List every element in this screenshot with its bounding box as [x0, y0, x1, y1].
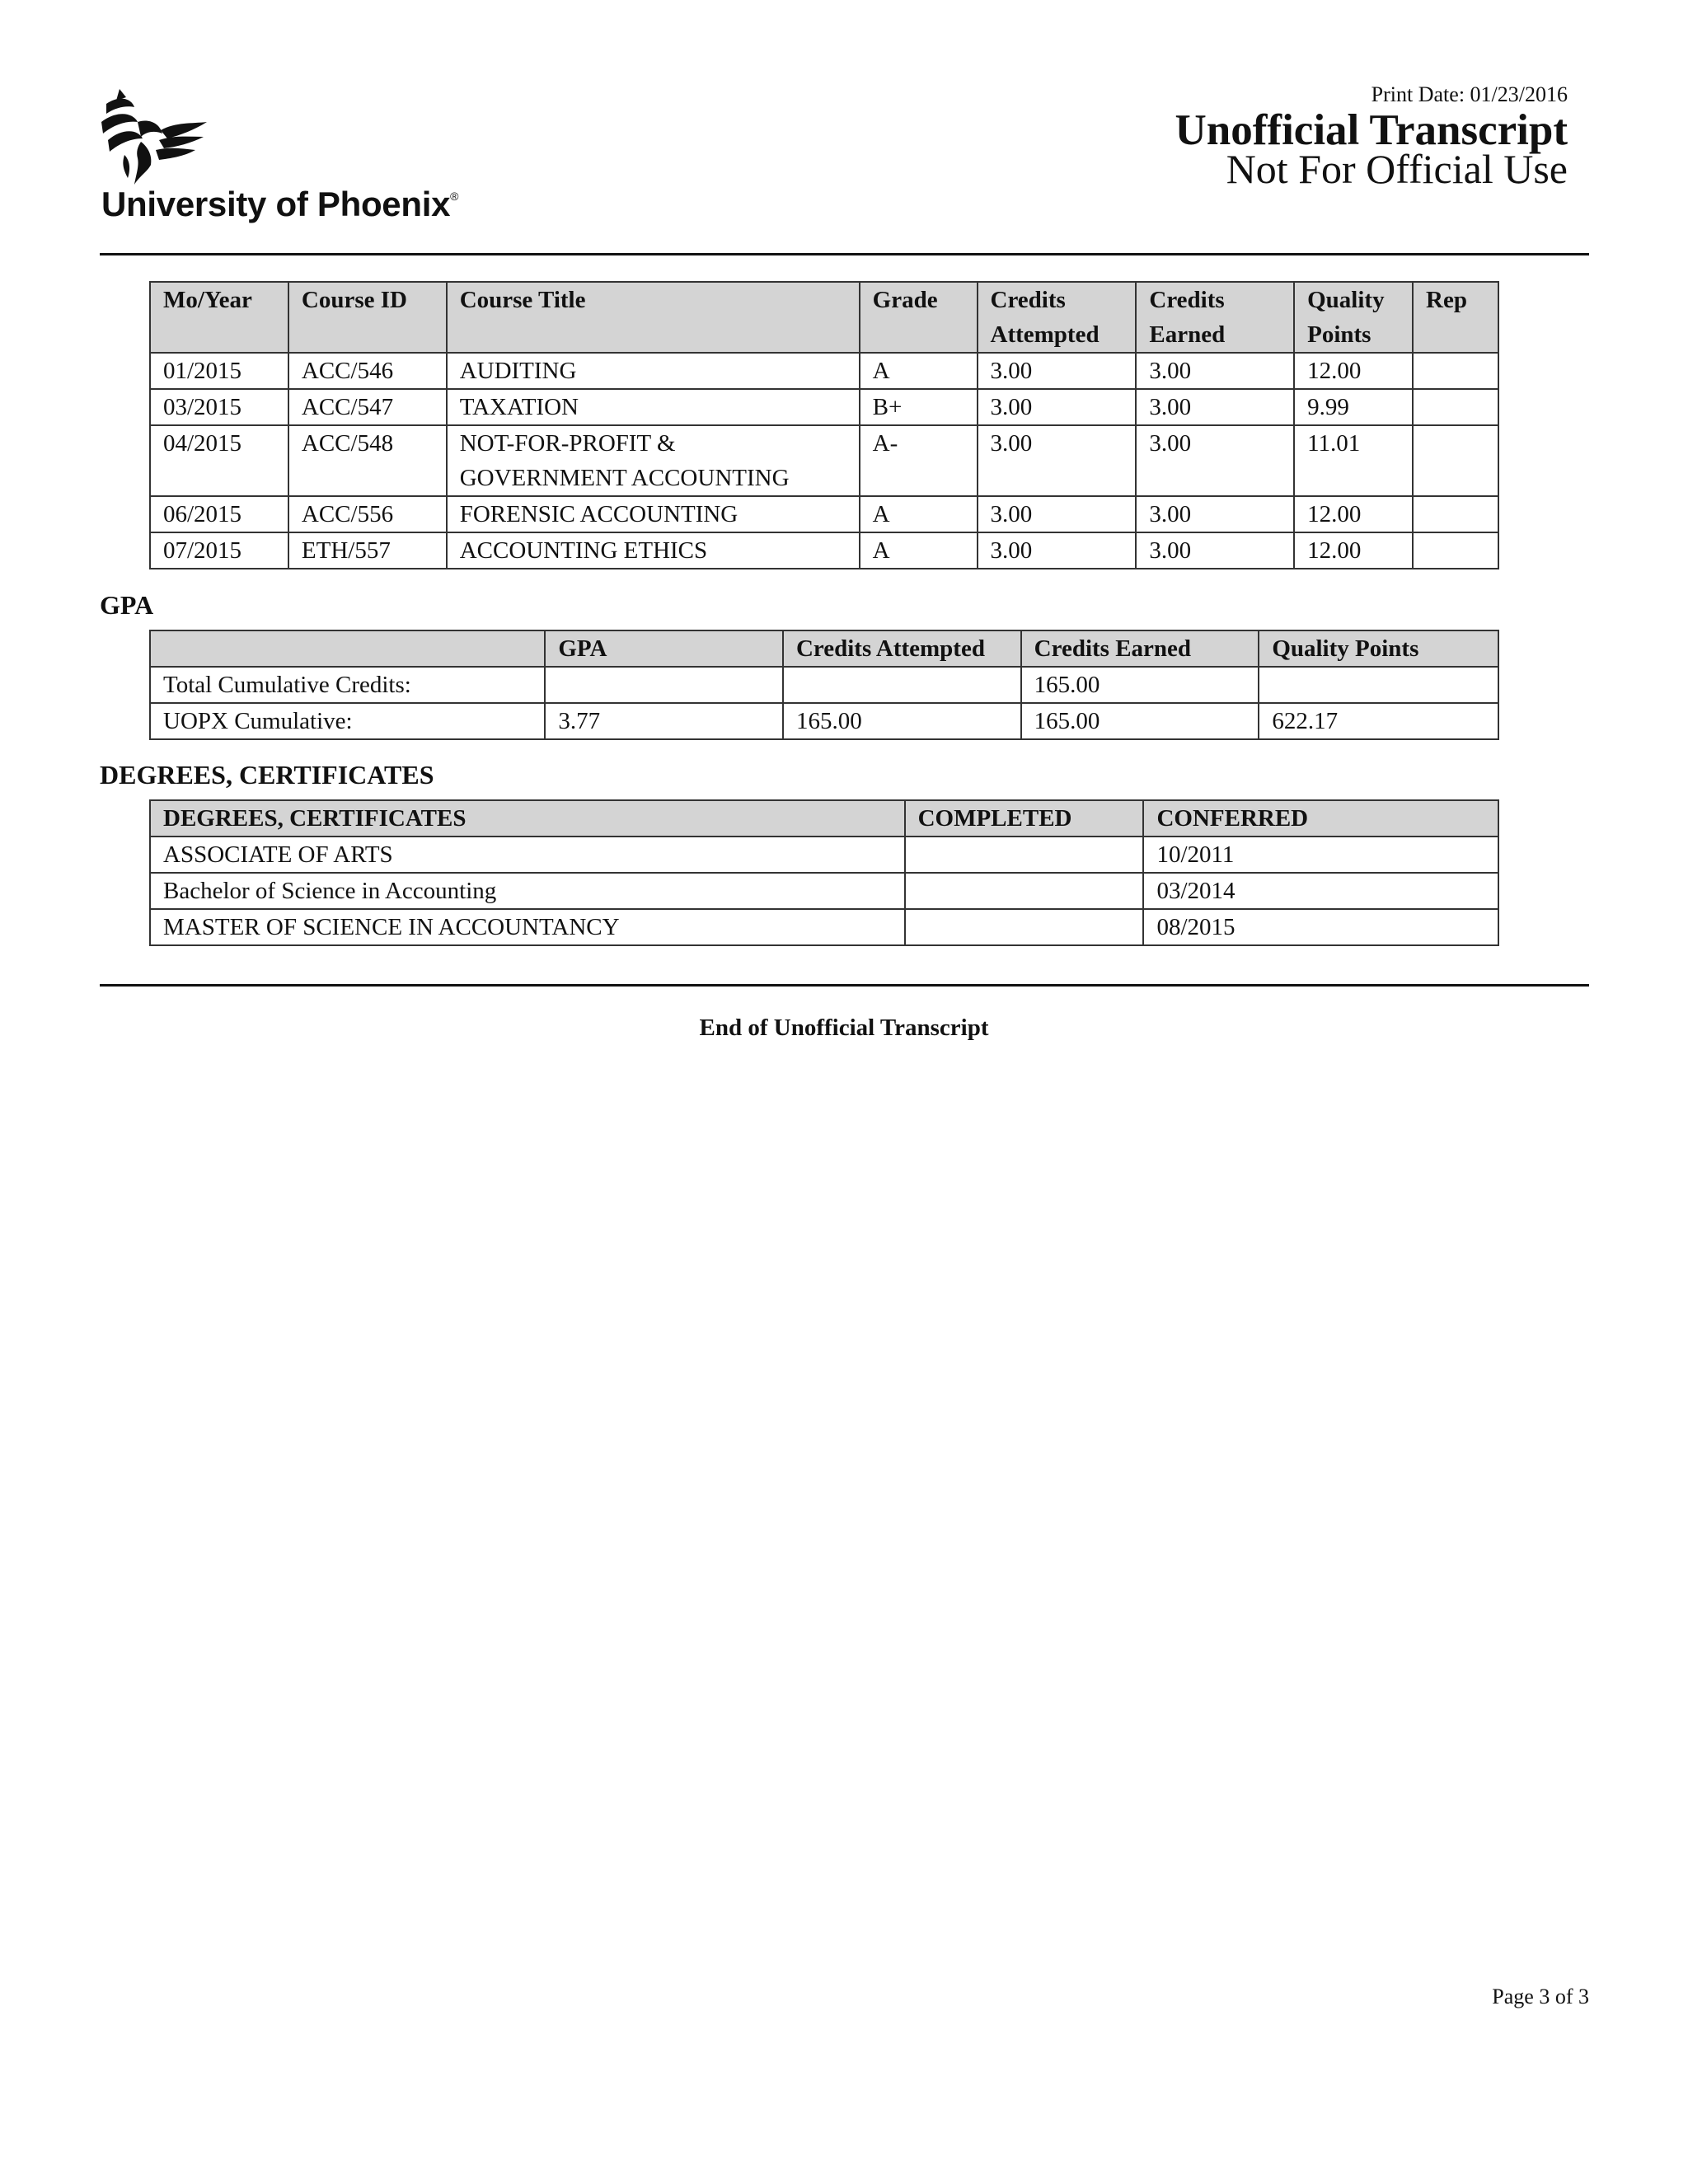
table-cell: ASSOCIATE OF ARTS: [150, 837, 905, 873]
table-cell: A: [860, 353, 978, 389]
end-of-transcript-note: End of Unofficial Transcript: [699, 1015, 989, 1041]
table-cell: 3.00: [1136, 353, 1294, 389]
column-header: Credits Attempted: [978, 282, 1137, 353]
table-cell: 165.00: [783, 703, 1021, 739]
table-row: [150, 703, 1498, 739]
table-cell: [905, 837, 1144, 873]
table-cell: 3.77: [545, 703, 783, 739]
table-cell: [905, 909, 1144, 945]
table-cell: 165.00: [1021, 703, 1259, 739]
table-cell: [1259, 667, 1498, 703]
table-cell: 3.00: [978, 353, 1137, 389]
institution-name: University of Phoenix®: [101, 185, 459, 223]
table-cell: [905, 873, 1144, 909]
phoenix-bird-icon: [101, 89, 207, 186]
column-header: Course ID: [288, 282, 447, 353]
table-cell: 08/2015: [1143, 909, 1498, 945]
table-cell: [1413, 496, 1498, 532]
column-header: Quality Points: [1259, 630, 1498, 667]
table-cell: 3.00: [1136, 496, 1294, 532]
column-header: Mo/Year: [150, 282, 288, 353]
table-cell: ACC/546: [288, 353, 447, 389]
column-header: GPA: [545, 630, 783, 667]
table-cell: ACC/547: [288, 389, 447, 425]
table-row: [150, 496, 1498, 532]
table-cell: 3.00: [1136, 532, 1294, 569]
table-cell: 165.00: [1021, 667, 1259, 703]
table-cell: UOPX Cumulative:: [150, 703, 545, 739]
table-cell: 12.00: [1294, 353, 1413, 389]
table-cell: 03/2014: [1143, 873, 1498, 909]
table-header-row: [150, 800, 1498, 837]
table-cell: 03/2015: [150, 389, 288, 425]
table-cell: B+: [860, 389, 978, 425]
table-cell: [545, 667, 783, 703]
column-header: CONFERRED: [1143, 800, 1498, 837]
column-header: Credits Attempted: [783, 630, 1021, 667]
table-cell: 11.01: [1294, 425, 1413, 496]
column-header: Grade: [860, 282, 978, 353]
column-header: Course Title: [447, 282, 860, 353]
table-row: [150, 532, 1498, 569]
table-cell: 9.99: [1294, 389, 1413, 425]
table-cell: [1413, 389, 1498, 425]
university-logo: [101, 89, 497, 229]
table-cell: A-: [860, 425, 978, 496]
table-cell: Total Cumulative Credits:: [150, 667, 545, 703]
table-row: [150, 353, 1498, 389]
table-cell: 3.00: [1136, 425, 1294, 496]
table-cell: NOT-FOR-PROFIT & GOVERNMENT ACCOUNTING: [447, 425, 860, 496]
table-cell: [783, 667, 1021, 703]
table-row: [150, 873, 1498, 909]
page-number: Page 3 of 3: [1492, 1985, 1589, 2008]
table-cell: 12.00: [1294, 496, 1413, 532]
column-header: Rep: [1413, 282, 1498, 353]
table-cell: 12.00: [1294, 532, 1413, 569]
header-divider: [100, 253, 1589, 255]
table-cell: FORENSIC ACCOUNTING: [447, 496, 860, 532]
table-cell: AUDITING: [447, 353, 860, 389]
column-header: DEGREES, CERTIFICATES: [150, 800, 905, 837]
document-title: Unofficial Transcript: [1175, 106, 1568, 154]
footer-divider: [100, 984, 1589, 987]
courses-table: [149, 281, 1499, 569]
table-cell: 10/2011: [1143, 837, 1498, 873]
document-subtitle: Not For Official Use: [1226, 146, 1568, 192]
column-header: COMPLETED: [905, 800, 1144, 837]
table-cell: Bachelor of Science in Accounting: [150, 873, 905, 909]
gpa-section-title: GPA: [100, 590, 154, 620]
table-row: [150, 667, 1498, 703]
table-cell: 3.00: [978, 389, 1137, 425]
column-header: Credits Earned: [1021, 630, 1259, 667]
table-cell: 07/2015: [150, 532, 288, 569]
table-row: [150, 389, 1498, 425]
table-cell: ACCOUNTING ETHICS: [447, 532, 860, 569]
degrees-section-title: DEGREES, CERTIFICATES: [100, 760, 434, 790]
column-header: Credits Earned: [1136, 282, 1294, 353]
table-header-row: [150, 630, 1498, 667]
column-header: Quality Points: [1294, 282, 1413, 353]
table-cell: 04/2015: [150, 425, 288, 496]
column-header: [150, 630, 545, 667]
table-cell: A: [860, 496, 978, 532]
table-cell: 622.17: [1259, 703, 1498, 739]
table-cell: 01/2015: [150, 353, 288, 389]
table-cell: ACC/556: [288, 496, 447, 532]
degrees-table: [149, 799, 1499, 946]
table-cell: [1413, 353, 1498, 389]
gpa-table: [149, 630, 1499, 740]
table-cell: ETH/557: [288, 532, 447, 569]
table-cell: 3.00: [978, 425, 1137, 496]
table-cell: TAXATION: [447, 389, 860, 425]
table-cell: 3.00: [978, 532, 1137, 569]
table-cell: A: [860, 532, 978, 569]
table-cell: MASTER OF SCIENCE IN ACCOUNTANCY: [150, 909, 905, 945]
table-row: [150, 909, 1498, 945]
table-cell: [1413, 532, 1498, 569]
table-row: [150, 425, 1498, 496]
table-cell: ACC/548: [288, 425, 447, 496]
table-cell: 06/2015: [150, 496, 288, 532]
table-cell: [1413, 425, 1498, 496]
print-date: Print Date: 01/23/2016: [1371, 82, 1568, 106]
table-cell: 3.00: [978, 496, 1137, 532]
table-row: [150, 837, 1498, 873]
table-header-row: [150, 282, 1498, 353]
table-cell: 3.00: [1136, 389, 1294, 425]
